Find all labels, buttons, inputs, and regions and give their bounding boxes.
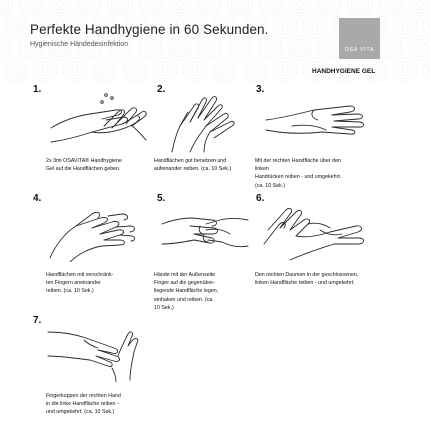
palm-over-back-of-hand-icon	[262, 100, 374, 142]
step-text-line: aufeinander reiben. (ca. 10 Sek.)	[154, 166, 232, 173]
swirl-ring	[189, 64, 201, 76]
page-title: Perfekte Handhygiene in 60 Sekunden.	[30, 22, 269, 37]
swirl-ring	[48, 0, 72, 16]
swirl-ring	[264, 0, 276, 10]
step-3	[256, 84, 346, 95]
swirl-ring	[234, 0, 246, 10]
swirl-ring	[177, 1, 183, 7]
swirl-ring	[228, 0, 252, 16]
swirl-ring	[3, 14, 27, 38]
swirl-ring	[33, 58, 57, 82]
swirl-ring	[39, 64, 51, 76]
swirl-ring	[279, 20, 291, 32]
swirl-ring	[288, 0, 312, 16]
swirl-ring	[147, 1, 153, 7]
step-text-line: 10 Sek.)	[154, 304, 174, 311]
swirl-ring	[351, 0, 369, 13]
swirl-ring	[303, 14, 327, 38]
swirl-ring	[402, 23, 408, 29]
step-text-line: ten Fingern aneinander	[46, 280, 101, 287]
swirl-ring	[222, 67, 228, 73]
swirl-ring	[387, 1, 393, 7]
step-text-line: in die linke Handfläche reiben -	[46, 401, 119, 408]
step-number: 2.	[157, 84, 166, 95]
swirl-ring	[57, 1, 63, 7]
swirl-ring	[168, 0, 192, 16]
swirl-ring	[348, 0, 372, 16]
swirl-ring	[87, 1, 93, 7]
swirl-ring	[318, 0, 342, 16]
step-text-line: Handflächen mit verschränk-	[46, 272, 114, 278]
swirl-ring	[297, 45, 303, 51]
step-text-line: Mit der rechten Handfläche über den linken	[255, 158, 341, 173]
swirl-ring	[18, 0, 42, 16]
step-number: 1.	[33, 84, 42, 95]
swirl-ring	[9, 20, 21, 32]
step-text-line: Finger auf die gegenüber-	[154, 280, 215, 287]
step-6-text	[255, 271, 375, 287]
section-label: HANDHYGIENE GEL	[312, 68, 376, 75]
swirl-ring	[42, 67, 48, 73]
swirl-ring	[153, 58, 177, 82]
step-text-line: linken Handfläche reiben - und umgekehrt.	[255, 280, 355, 287]
swirl-ring	[0, 45, 3, 51]
swirl-ring	[81, 0, 99, 13]
swirl-ring	[387, 45, 393, 51]
swirl-ring	[237, 1, 243, 7]
swirl-ring	[183, 58, 207, 82]
header	[30, 22, 269, 48]
page-subtitle: Hygienische Händedesinfektion	[30, 41, 129, 48]
step-text-line: Handflächen gut benetzen und	[154, 158, 227, 164]
step-text-line: (ca. 10 Sek.)	[255, 182, 286, 189]
swirl-ring	[198, 0, 222, 16]
swirl-ring	[72, 67, 78, 73]
swirl-ring	[111, 0, 129, 13]
step-1-text	[46, 157, 134, 173]
interlaced-fingers-icon	[46, 200, 142, 262]
swirl-ring	[132, 67, 138, 73]
swirl-ring	[291, 0, 309, 13]
swirl-ring	[324, 0, 336, 10]
swirl-ring	[282, 67, 288, 73]
swirl-ring	[129, 64, 141, 76]
swirl-ring	[273, 58, 297, 82]
swirl-ring	[138, 0, 162, 16]
palms-rubbing-icon	[160, 92, 240, 154]
step-4-text	[46, 271, 134, 296]
swirl-ring	[114, 0, 126, 10]
swirl-ring	[21, 0, 39, 13]
step-text-line: 2x 3ml OSAVITA® Handhygiene	[46, 158, 122, 164]
swirl-ring	[297, 1, 303, 7]
swirl-ring	[69, 64, 81, 76]
swirl-ring	[414, 0, 426, 10]
swirl-ring	[78, 0, 102, 16]
step-text-line: reiben. (ca. 10 Sek.)	[46, 288, 94, 295]
swirl-ring	[414, 42, 426, 54]
swirl-ring	[123, 58, 147, 82]
swirl-ring	[141, 0, 159, 13]
brand-logo	[339, 18, 380, 59]
swirl-ring	[426, 17, 430, 35]
step-text-line: Den rechten Daumen in der geschlossenen,	[255, 272, 359, 278]
swirl-ring	[312, 23, 318, 29]
swirl-ring	[417, 45, 423, 51]
swirl-ring	[201, 0, 219, 13]
swirl-ring	[357, 1, 363, 7]
swirl-ring	[162, 67, 168, 73]
step-number: 5.	[157, 193, 166, 204]
step-text-line: und umgekehrt. (ca. 10 Sek.)	[46, 409, 115, 416]
step-text-line: liegende Handfläche legen,	[154, 288, 219, 295]
step-number: 4.	[33, 193, 42, 204]
swirl-ring	[288, 36, 312, 60]
interlocked-fingers-backs-icon	[160, 206, 250, 258]
swirl-ring	[381, 0, 399, 13]
swirl-ring	[12, 67, 18, 73]
swirl-ring	[378, 36, 402, 60]
swirl-ring	[159, 64, 171, 76]
swirl-ring	[204, 0, 216, 10]
swirl-ring	[384, 0, 396, 10]
swirl-ring	[294, 42, 306, 54]
swirl-ring	[231, 0, 249, 13]
step-number: 7.	[33, 315, 42, 326]
swirl-ring	[117, 1, 123, 7]
swirl-ring	[24, 0, 36, 10]
swirl-ring	[249, 64, 261, 76]
swirl-ring	[321, 0, 339, 13]
thumb-rub-icon	[260, 200, 372, 264]
swirl-ring	[426, 61, 430, 79]
logo-text: OSA VITA	[344, 47, 375, 53]
step-text-line: einhaken und reiben. (ca.	[154, 296, 214, 303]
pouring-gel-into-hands-icon	[46, 90, 154, 152]
step-7-text	[46, 392, 142, 417]
swirl-ring	[174, 0, 186, 10]
swirl-ring	[417, 1, 423, 7]
step-text-line: Handrücken reiben - und umgekehrt.	[255, 174, 342, 181]
swirl-ring	[294, 0, 306, 10]
swirl-ring	[192, 67, 198, 73]
step-number: 3.	[256, 84, 265, 95]
swirl-ring	[393, 14, 417, 38]
swirl-ring	[267, 1, 273, 7]
swirl-ring	[327, 45, 333, 51]
swirl-ring	[84, 0, 96, 10]
swirl-ring	[324, 42, 336, 54]
swirl-ring	[207, 1, 213, 7]
swirl-ring	[0, 39, 9, 57]
swirl-ring	[279, 64, 291, 76]
swirl-ring	[108, 0, 132, 16]
swirl-ring	[273, 14, 297, 38]
swirl-ring	[399, 20, 411, 32]
swirl-ring	[51, 0, 69, 13]
fingertips-in-palm-icon	[44, 320, 144, 382]
step-text-line: Hände mit der Außenseite	[154, 272, 216, 278]
swirl-ring	[171, 0, 189, 13]
swirl-ring	[258, 0, 282, 16]
step-text-line: Gel auf die Handflächen geben.	[46, 166, 121, 173]
swirl-ring	[9, 64, 21, 76]
swirl-ring	[309, 20, 321, 32]
swirl-ring	[54, 0, 66, 10]
step-5-text	[154, 271, 242, 312]
swirl-ring	[93, 58, 117, 82]
swirl-ring	[12, 23, 18, 29]
swirl-ring	[393, 58, 417, 82]
swirl-ring	[384, 42, 396, 54]
swirl-ring	[3, 58, 27, 82]
swirl-ring	[27, 1, 33, 7]
swirl-ring	[219, 64, 231, 76]
swirl-ring	[144, 0, 156, 10]
swirl-ring	[282, 23, 288, 29]
swirl-ring	[102, 67, 108, 73]
swirl-ring	[327, 1, 333, 7]
step-number: 6.	[256, 193, 265, 204]
step-text-line: Fingerkuppen der rechten Hand	[46, 393, 121, 399]
swirl-ring	[252, 67, 258, 73]
step-3-text	[255, 157, 355, 190]
swirl-ring	[354, 0, 366, 10]
swirl-ring	[411, 0, 429, 13]
swirl-ring	[402, 67, 408, 73]
swirl-ring	[213, 58, 237, 82]
swirl-ring	[243, 58, 267, 82]
swirl-ring	[399, 64, 411, 76]
swirl-ring	[0, 1, 3, 7]
swirl-ring	[378, 0, 402, 16]
step-5	[157, 193, 247, 204]
step-2-text	[154, 157, 242, 173]
swirl-ring	[261, 0, 279, 13]
swirl-ring	[63, 58, 87, 82]
swirl-ring	[99, 64, 111, 76]
